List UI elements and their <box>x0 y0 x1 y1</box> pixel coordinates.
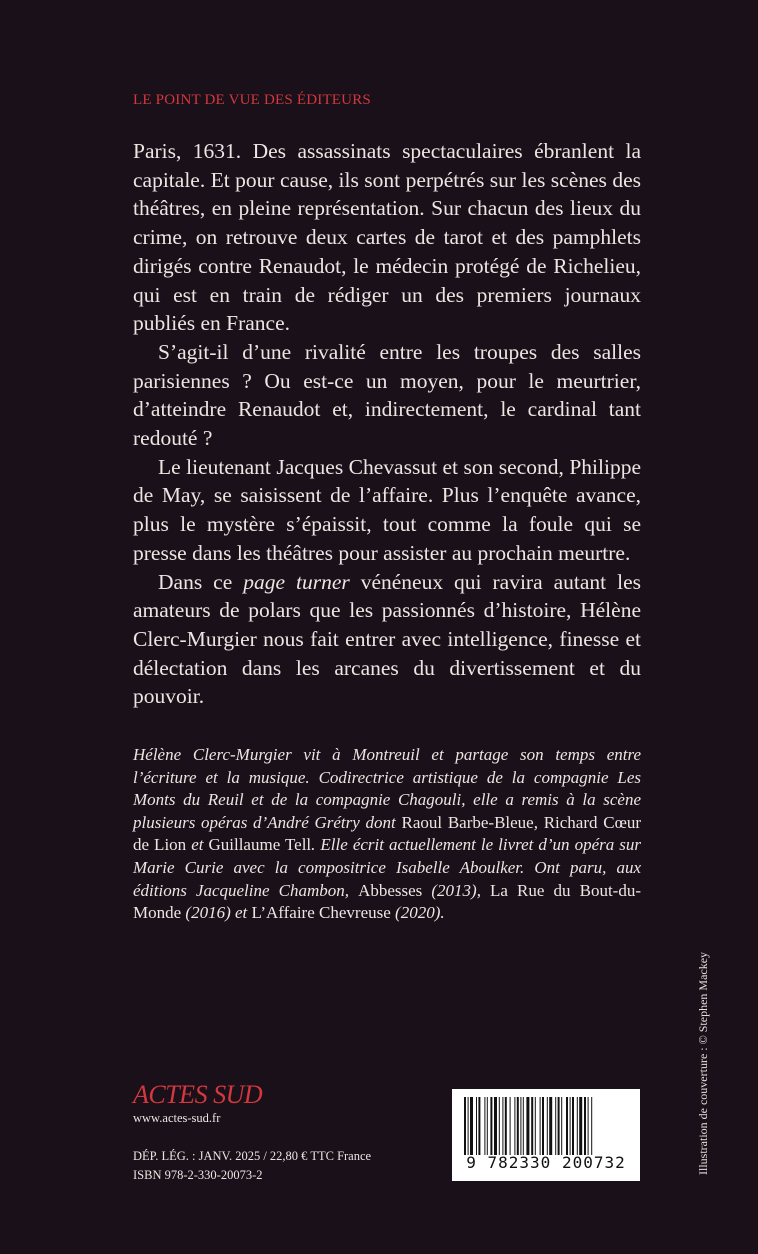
isbn: ISBN 978-2-330-20073-2 <box>133 1168 263 1182</box>
barcode-bar <box>523 1097 524 1155</box>
blurb <box>133 137 641 711</box>
bio-work-title: Raoul Barbe-Bleue <box>401 812 534 832</box>
barcode-bar <box>558 1097 560 1155</box>
bio-work-title: La Rue du Bout-du-Monde <box>133 880 641 923</box>
barcode-bars <box>464 1097 628 1155</box>
barcode-bar <box>526 1097 529 1155</box>
barcode-bar <box>484 1097 485 1155</box>
barcode-bar <box>502 1097 503 1155</box>
bio-work-title: L’Affaire Chevreuse <box>251 903 391 923</box>
barcode-bar <box>584 1097 586 1155</box>
section-label: LE POINT DE VUE DES ÉDITEURS <box>133 92 371 108</box>
barcode-bar <box>505 1097 507 1155</box>
barcode-bar <box>487 1097 488 1155</box>
bio-text-5: (2013), <box>422 880 491 900</box>
barcode-bar <box>514 1097 515 1155</box>
barcode-bar <box>570 1097 571 1155</box>
barcode-bar <box>470 1097 473 1155</box>
author-bio <box>133 744 641 925</box>
barcode-bar <box>540 1097 541 1155</box>
barcode-bar <box>572 1097 574 1155</box>
barcode-bar <box>520 1097 521 1155</box>
barcode-bar <box>549 1097 552 1155</box>
barcode-bar <box>468 1097 469 1155</box>
blurb-p4-emphasis: page turner <box>243 569 350 594</box>
barcode-bar <box>478 1097 480 1155</box>
barcode-bar <box>555 1097 556 1155</box>
blurb-paragraph-2: S’agit-il d’une rivalité entre les troupes des salles parisiennes ? Ou est-ce un moyen, pour le meurtrier, d’atteindre Renaudot et, indirectement, le cardinal tant redouté ? <box>133 339 641 451</box>
barcode-bar <box>464 1097 466 1155</box>
barcode-number: 9 782330 200732 <box>466 1153 626 1172</box>
barcode-bar <box>476 1097 477 1155</box>
barcode <box>452 1089 640 1181</box>
barcode-bar <box>561 1097 562 1155</box>
barcode-bar <box>542 1097 544 1155</box>
barcode-bar <box>499 1097 500 1155</box>
barcode-bar <box>531 1097 533 1155</box>
barcode-bar <box>547 1097 548 1155</box>
barcode-bar <box>566 1097 568 1155</box>
bio-text-7: (2020). <box>390 903 445 923</box>
legal-deposit-price: DÉP. LÉG. : JANV. 2025 / 22,80 € TTC France <box>133 1149 372 1163</box>
blurb-paragraph-1: Paris, 1631. Des assassinats spectaculaires ébranlent la capitale. Et pour cause, ils sont perpétrés sur les scènes des théâtres, en pleine représentation. Sur chacun des lieux du crime, on retrouve deux cartes de tarot et des pamphlets dirigés contre Renaudot, le médecin protégé de Richelieu, qui est en train de rédiger un des premiers journaux publiés en France. <box>133 139 641 336</box>
bio-text-4: . Elle écrit actuellement le livret d’un opéra sur Marie Curie avec la compositrice Isabelle Aboulker. Ont paru, aux éditions Jacqueline Chambon, <box>133 835 641 900</box>
blurb-paragraph-3: Le lieutenant Jacques Chevassut et son second, Philippe de May, se saisissent de l’affaire. Plus l’enquête avance, plus le mystère s’épaissit, tout comme la foule qui se presse dans les théâtres pour assister au prochain meurtre. <box>133 454 641 565</box>
bio-text-3: et <box>186 835 209 855</box>
barcode-bar <box>490 1097 492 1155</box>
cover-credit: Illustration de couverture : © Stephen Mackey <box>696 951 710 1175</box>
barcode-bar <box>591 1097 592 1155</box>
blurb-p4-end: vénéneux qui ravira autant les amateurs de polars que les passionnés d’histoire, Hélène Clerc-Murgier nous fait entrer avec intelligence, finesse et délectation dans les arcanes du divertissement et du pouvoir. <box>133 569 641 709</box>
blurb-paragraph-4 <box>133 568 641 712</box>
barcode-bar <box>494 1097 497 1155</box>
publisher-logo: ACTES SUD <box>133 1080 263 1109</box>
bio-text-6: (2016) et <box>181 903 252 923</box>
blurb-p4-start: Dans ce <box>158 569 244 594</box>
barcode-bar <box>517 1097 519 1155</box>
publisher-website: www.actes-sud.fr <box>133 1111 221 1125</box>
bio-text-1: Hélène Clerc-Murgier vit à Montreuil et partage son temps entre l’écriture et la musique. Codirectrice artistique de la compagnie Les Monts du Reuil et de la compagnie Chagouli, elle a remis à la scène plusieurs opéras d’André Grétry dont <box>133 745 641 832</box>
bio-work-title: Richard Cœur de Lion <box>133 812 642 855</box>
bio-work-title: Guillaume Tell <box>208 835 312 855</box>
barcode-bar <box>577 1097 578 1155</box>
barcode-bar <box>588 1097 589 1155</box>
barcode-bar <box>535 1097 536 1155</box>
barcode-bar <box>579 1097 582 1155</box>
bio-text-2: , <box>533 812 544 832</box>
bio-work-title: Abbesses <box>358 880 423 900</box>
barcode-bar <box>510 1097 511 1155</box>
author-bio-text <box>133 744 641 925</box>
